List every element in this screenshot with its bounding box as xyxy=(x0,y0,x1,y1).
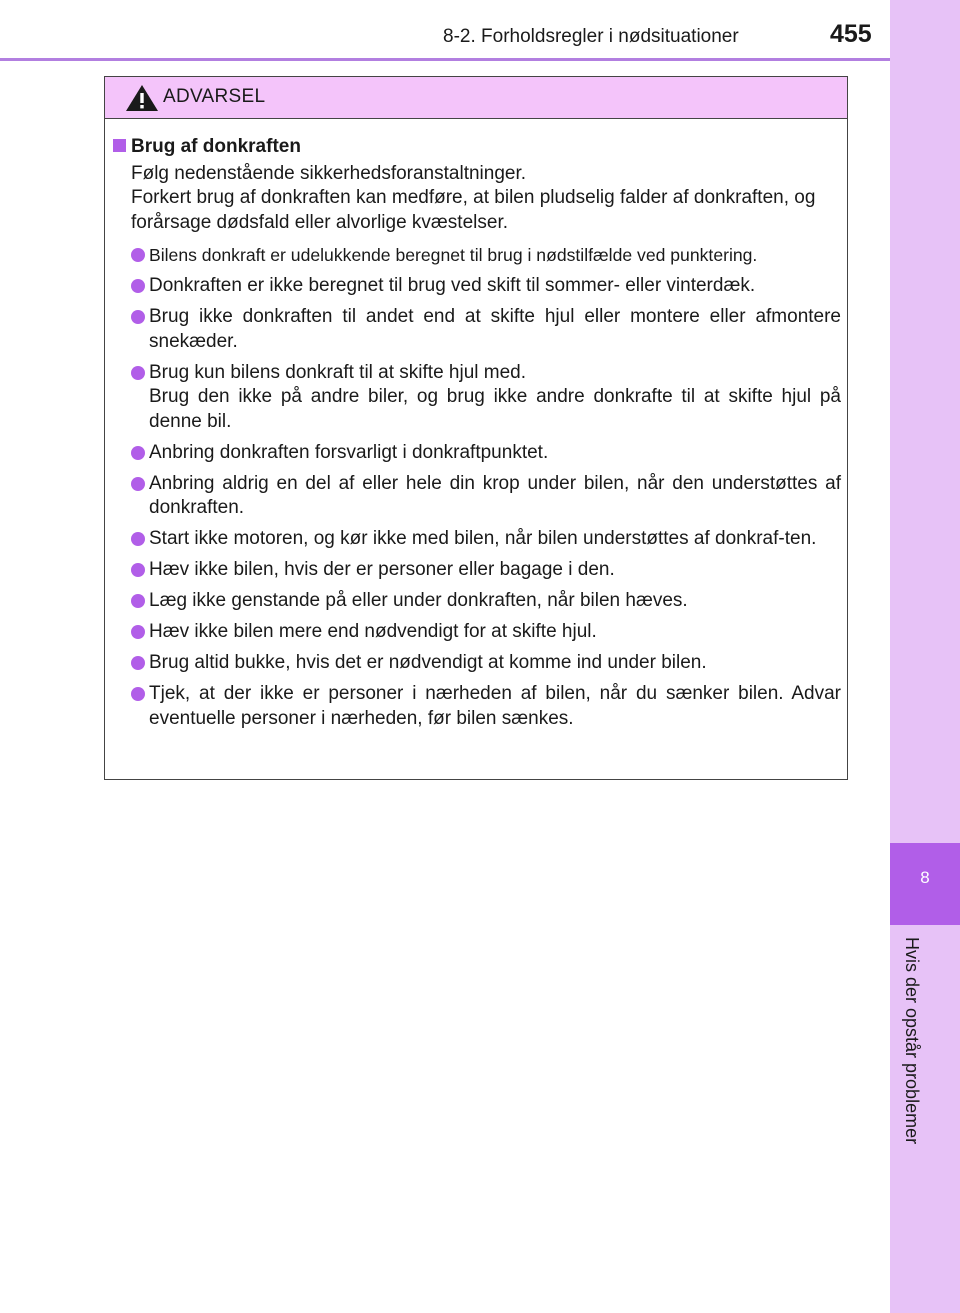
warning-subheading xyxy=(113,135,847,160)
list-item-text: Brug kun bilens donkraft til at skifte hjul med. xyxy=(149,361,527,383)
bullet-dot-icon xyxy=(131,594,145,608)
chapter-number: 8 xyxy=(920,868,930,887)
page-number: 455 xyxy=(830,20,872,48)
warning-box xyxy=(104,76,848,780)
list-item xyxy=(131,527,841,552)
bullet-dot-icon xyxy=(131,477,145,491)
list-item-text: Donkraften er ikke beregnet til brug ved skift til sommer- eller vinterdæk. xyxy=(149,275,756,296)
list-item xyxy=(131,274,841,299)
warning-intro xyxy=(113,162,847,236)
list-item xyxy=(131,620,841,645)
bullet-dot-icon xyxy=(131,366,145,380)
section-title: 8-2. Forholdsregler i nødsituationer xyxy=(443,26,739,47)
list-item xyxy=(131,558,841,583)
bullet-dot-icon xyxy=(131,687,145,701)
list-item-text: Brug den ikke på andre biler, og brug ikke andre donkrafte til at skifte hjul på denne bil. xyxy=(149,386,841,432)
list-item xyxy=(131,361,841,435)
list-item xyxy=(131,589,841,614)
list-item-text: Hæv ikke bilen, hvis der er personer eller bagage i den. xyxy=(149,559,615,580)
bullet-dot-icon xyxy=(131,310,145,324)
intro-paragraph: Forkert brug af donkraften kan medføre, at bilen pludselig falder af donkraften, og forårsage dødsfald eller alvorlige kvæstelser. xyxy=(131,187,816,233)
page-header xyxy=(0,0,890,58)
warning-list xyxy=(113,243,847,731)
warning-triangle-icon xyxy=(125,84,159,112)
bullet-dot-icon xyxy=(131,532,145,546)
bullet-dot-icon xyxy=(131,563,145,577)
bullet-dot-icon xyxy=(131,656,145,670)
list-item xyxy=(131,472,841,521)
warning-body xyxy=(105,119,847,731)
warning-title: ADVARSEL xyxy=(163,86,266,107)
list-item-text: Brug altid bukke, hvis det er nødvendigt at komme ind under bilen. xyxy=(149,652,707,673)
list-item-text: Læg ikke genstande på eller under donkraften, når bilen hæves. xyxy=(149,590,688,611)
chapter-title: Hvis der opstår problemer xyxy=(902,937,922,1145)
bullet-dot-icon xyxy=(131,279,145,293)
list-item-text: Brug ikke donkraften til andet end at skifte hjul eller montere eller afmontere snekæder. xyxy=(149,306,841,352)
list-item xyxy=(131,682,841,731)
intro-paragraph: Følg nedenstående sikkerhedsforanstaltninger. xyxy=(131,162,527,184)
bullet-dot-icon xyxy=(131,446,145,460)
list-item-text: Tjek, at der ikke er personer i nærheden af bilen, når du sænker bilen. Advar eventuelle personer i nærheden, før bilen sænkes. xyxy=(149,683,841,729)
list-item-text: Bilens donkraft er udelukkende beregnet til brug i nødstilfælde ved punktering. xyxy=(149,245,758,265)
warning-subheading-text: Brug af donkraften xyxy=(131,136,301,157)
header-rule xyxy=(0,58,890,61)
list-item xyxy=(131,441,841,466)
list-item xyxy=(131,651,841,676)
list-item-text: Anbring donkraften forsvarligt i donkraftpunktet. xyxy=(149,441,549,463)
warning-header xyxy=(105,77,847,119)
list-item-text: Anbring aldrig en del af eller hele din krop under bilen, når den understøttes af donkraften. xyxy=(149,472,841,518)
list-item-text: Hæv ikke bilen mere end nødvendigt for at skifte hjul. xyxy=(149,621,597,642)
square-bullet-icon xyxy=(113,139,126,152)
list-item xyxy=(131,243,841,268)
list-item-text: Start ikke motoren, og kør ikke med bilen, når bilen understøttes af donkraf-ten. xyxy=(149,528,817,549)
list-item xyxy=(131,305,841,354)
bullet-dot-icon xyxy=(131,248,145,262)
bullet-dot-icon xyxy=(131,625,145,639)
